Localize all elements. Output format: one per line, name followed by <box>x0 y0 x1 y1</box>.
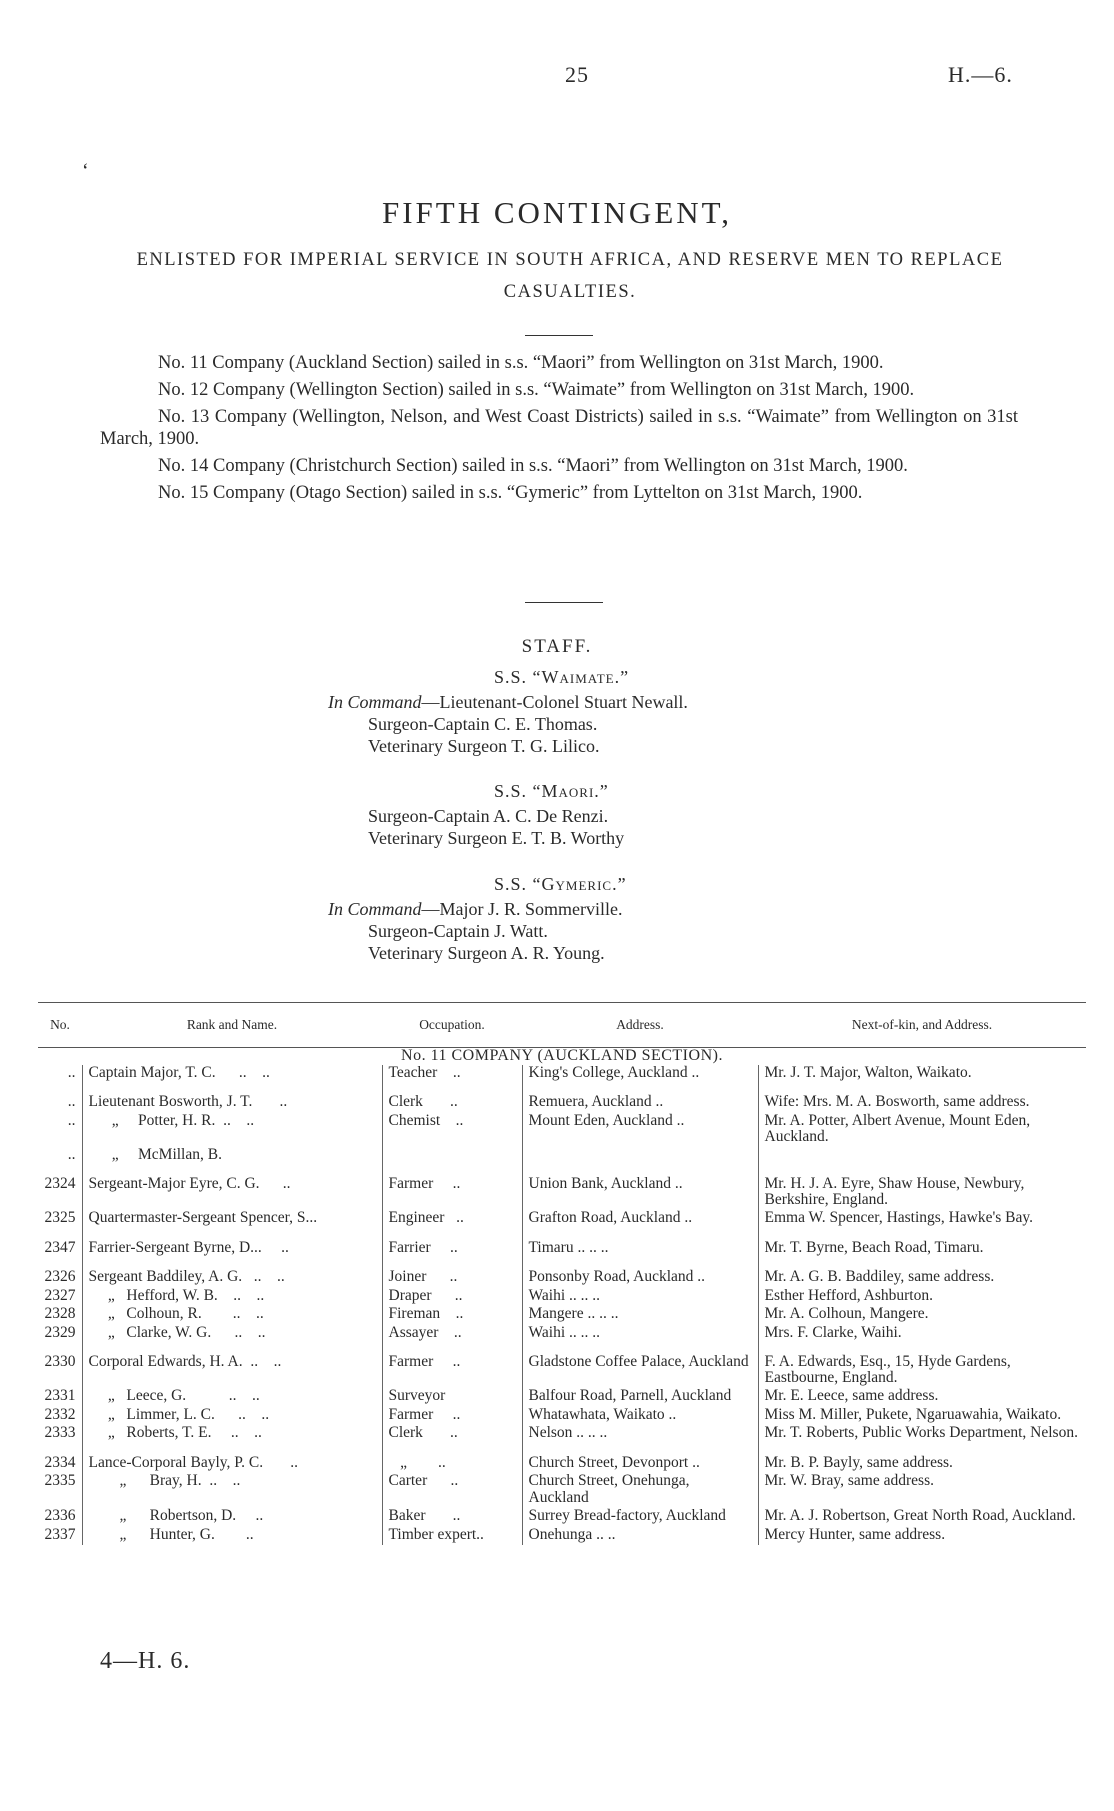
cell-occupation: Timber expert.. <box>382 1527 522 1546</box>
cell-address: Timaru .. .. .. <box>522 1229 758 1259</box>
cell-nextkin: Esther Hefford, Ashburton. <box>758 1288 1086 1307</box>
cell-no: 2347 <box>44 1238 76 1256</box>
cell-rank: Lieutenant Bosworth, J. T. .. <box>82 1083 382 1113</box>
gymeric-command <box>328 899 623 920</box>
cell-occupation: Chemist .. <box>382 1113 522 1147</box>
command-officer: —Lieutenant-Colonel Stuart Newall. <box>421 692 688 712</box>
ship-waimate-heading: S.S. “Waimate.” <box>494 667 630 687</box>
cell-address: Balfour Road, Parnell, Auckland <box>522 1388 758 1407</box>
cell-address: Church Street, Devonport .. <box>522 1444 758 1474</box>
table-row <box>38 1407 1086 1426</box>
sailing-entry: No. 11 Company (Auckland Section) sailed in s.s. “Maori” from Wellington on 31st March, 1900. <box>158 353 884 373</box>
gymeric-veterinary: Veterinary Surgeon A. R. Young. <box>368 943 605 963</box>
cell-no: 2326 <box>44 1268 76 1285</box>
cell-rank: „ Hunter, G. .. <box>82 1527 382 1546</box>
cell-address: Whatawhata, Waikato .. <box>522 1407 758 1426</box>
cell-rank: „ Clarke, W. G. .. .. <box>82 1325 382 1344</box>
table-row <box>38 1306 1086 1325</box>
cell-nextkin: Miss M. Miller, Pukete, Ngaruawahia, Waikato. <box>758 1407 1086 1426</box>
col-header-nextkin: Next-of-kin, and Address. <box>758 1003 1086 1048</box>
cell-nextkin: Wife: Mrs. M. A. Bosworth, same address. <box>758 1083 1086 1113</box>
section-heading-row <box>38 1048 1086 1065</box>
page-number: 25 <box>565 62 589 87</box>
command-label: In Command <box>328 692 422 712</box>
cell-occupation: Farmer .. <box>382 1165 522 1210</box>
cell-no: 2332 <box>44 1405 76 1423</box>
sailings-divider <box>525 602 603 603</box>
cell-no: 2328 <box>44 1305 76 1322</box>
table-row <box>38 1229 1086 1259</box>
cell-rank: „ Leece, G. .. .. <box>82 1388 382 1407</box>
table-row <box>38 1288 1086 1307</box>
cell-nextkin: Mr. T. Byrne, Beach Road, Timaru. <box>758 1229 1086 1259</box>
section-heading: No. 11 COMPANY (AUCKLAND SECTION). <box>401 1047 723 1064</box>
table-row <box>38 1343 1086 1388</box>
cell-nextkin: Mr. T. Roberts, Public Works Department, Nelson. <box>758 1425 1086 1444</box>
ship-maori-heading: S.S. “Maori.” <box>494 781 609 801</box>
cell-occupation: „ .. <box>382 1444 522 1474</box>
cell-rank: „ Robertson, D. .. <box>82 1508 382 1527</box>
cell-address: King's College, Auckland .. <box>522 1065 758 1084</box>
cell-rank: Corporal Edwards, H. A. .. .. <box>82 1343 382 1388</box>
cell-rank: „ McMillan, B. <box>82 1147 382 1166</box>
maori-surgeon: Surgeon-Captain A. C. De Renzi. <box>368 806 609 826</box>
cell-no: 2335 <box>44 1472 76 1489</box>
cell-nextkin: Mr. W. Bray, same address. <box>758 1473 1086 1508</box>
cell-nextkin: Mr. J. T. Major, Walton, Waikato. <box>758 1065 1086 1084</box>
cell-occupation: Surveyor <box>382 1388 522 1407</box>
cell-address: Grafton Road, Auckland .. <box>522 1210 758 1229</box>
col-header-occupation: Occupation. <box>382 1003 522 1048</box>
cell-occupation: Teacher .. <box>382 1065 522 1084</box>
col-header-no: No. <box>38 1003 82 1048</box>
cell-address <box>522 1147 758 1166</box>
cell-rank: „ Hefford, W. B. .. .. <box>82 1288 382 1307</box>
cell-address: Surrey Bread-factory, Auckland <box>522 1508 758 1527</box>
cell-occupation: Baker .. <box>382 1508 522 1527</box>
cell-nextkin: Mr. A. G. B. Baddiley, same address. <box>758 1258 1086 1288</box>
cell-no: 2337 <box>44 1525 76 1543</box>
table-row <box>38 1388 1086 1407</box>
table-row <box>38 1325 1086 1344</box>
cell-rank: Sergeant-Major Eyre, C. G. .. <box>82 1165 382 1210</box>
cell-no: .. <box>67 1145 76 1163</box>
cell-rank: „ Bray, H. .. .. <box>82 1473 382 1508</box>
page-subtitle: ENLISTED FOR IMPERIAL SERVICE IN SOUTH AFRICA, AND RESERVE MEN TO REPLACE CASUALTIES. <box>136 250 1004 302</box>
stray-mark: ‘ <box>82 160 89 182</box>
cell-occupation: Engineer .. <box>382 1210 522 1229</box>
cell-no: 2329 <box>44 1323 76 1341</box>
cell-address: Waihi .. .. .. <box>522 1288 758 1307</box>
cell-occupation: Farrier .. <box>382 1229 522 1259</box>
waimate-veterinary: Veterinary Surgeon T. G. Lilico. <box>368 736 600 756</box>
cell-nextkin: Mrs. F. Clarke, Waihi. <box>758 1325 1086 1344</box>
cell-no: 2327 <box>44 1286 76 1304</box>
cell-no: 2324 <box>44 1175 76 1192</box>
cell-address: Union Bank, Auckland .. <box>522 1165 758 1210</box>
table-row <box>38 1473 1086 1508</box>
cell-rank: „ Colhoun, R. .. .. <box>82 1306 382 1325</box>
cell-occupation: Fireman .. <box>382 1306 522 1325</box>
cell-nextkin: Emma W. Spencer, Hastings, Hawke's Bay. <box>758 1210 1086 1229</box>
cell-nextkin: F. A. Edwards, Esq., 15, Hyde Gardens, Eastbourne, England. <box>758 1343 1086 1388</box>
cell-no: 2334 <box>44 1453 76 1471</box>
sailings-list <box>100 352 1018 509</box>
cell-nextkin: Mr. A. Potter, Albert Avenue, Mount Eden, Auckland. <box>758 1113 1086 1147</box>
table-row <box>38 1113 1086 1147</box>
cell-occupation: Joiner .. <box>382 1258 522 1288</box>
cell-nextkin: Mr. A. J. Robertson, Great North Road, Auckland. <box>758 1508 1086 1527</box>
cell-address: Ponsonby Road, Auckland .. <box>522 1258 758 1288</box>
cell-occupation: Farmer .. <box>382 1407 522 1426</box>
cell-rank: Sergeant Baddiley, A. G. .. .. <box>82 1258 382 1288</box>
sailing-entry: No. 12 Company (Wellington Section) sailed in s.s. “Waimate” from Wellington on 31st March, 1900. <box>158 380 915 400</box>
table-row <box>38 1444 1086 1474</box>
maori-veterinary: Veterinary Surgeon E. T. B. Worthy <box>368 828 625 848</box>
waimate-command <box>328 692 688 713</box>
cell-nextkin <box>758 1147 1086 1166</box>
cell-occupation <box>382 1147 522 1166</box>
cell-nextkin: Mercy Hunter, same address. <box>758 1527 1086 1546</box>
cell-address: Mangere .. .. .. <box>522 1306 758 1325</box>
table-row <box>38 1147 1086 1166</box>
sailing-entry: No. 13 Company (Wellington, Nelson, and West Coast Districts) sailed in s.s. “Waimate” from Wellington on 31st March, 1900. <box>100 407 1018 449</box>
cell-nextkin: Mr. E. Leece, same address. <box>758 1388 1086 1407</box>
document-reference: H.—6. <box>948 62 1013 87</box>
cell-occupation: Clerk .. <box>382 1425 522 1444</box>
table-row <box>38 1083 1086 1113</box>
cell-rank: Quartermaster-Sergeant Spencer, S... <box>82 1210 382 1229</box>
personnel-table <box>38 1002 1086 1545</box>
cell-rank: Lance-Corporal Bayly, P. C. .. <box>82 1444 382 1474</box>
cell-no: 2336 <box>44 1507 76 1524</box>
cell-address: Nelson .. .. .. <box>522 1425 758 1444</box>
table-row <box>38 1508 1086 1527</box>
cell-rank: „ Roberts, T. E. .. .. <box>82 1425 382 1444</box>
cell-occupation: Clerk .. <box>382 1083 522 1113</box>
table-row <box>38 1065 1086 1084</box>
cell-occupation: Farmer .. <box>382 1343 522 1388</box>
cell-nextkin: Mr. A. Colhoun, Mangere. <box>758 1306 1086 1325</box>
cell-no: 2325 <box>44 1209 76 1226</box>
cell-address: Remuera, Auckland .. <box>522 1083 758 1113</box>
cell-rank: Captain Major, T. C. .. .. <box>82 1065 382 1084</box>
col-header-address: Address. <box>522 1003 758 1048</box>
page-title: FIFTH CONTINGENT, <box>381 195 733 230</box>
cell-rank: Farrier-Sergeant Byrne, D... .. <box>82 1229 382 1259</box>
cell-rank: „ Limmer, L. C. .. .. <box>82 1407 382 1426</box>
footer-reference: 4—H. 6. <box>100 1648 191 1674</box>
col-header-rank: Rank and Name. <box>82 1003 382 1048</box>
title-divider <box>525 335 593 336</box>
cell-occupation: Assayer .. <box>382 1325 522 1344</box>
gymeric-surgeon: Surgeon-Captain J. Watt. <box>368 921 548 941</box>
table-row <box>38 1425 1086 1444</box>
cell-no: .. <box>67 1111 76 1129</box>
table-header-row <box>38 1003 1086 1048</box>
cell-nextkin: Mr. H. J. A. Eyre, Shaw House, Newbury, Berkshire, England. <box>758 1165 1086 1210</box>
table-row <box>38 1527 1086 1546</box>
table-row <box>38 1165 1086 1210</box>
cell-no: .. <box>67 1063 76 1081</box>
cell-address: Waihi .. .. .. <box>522 1325 758 1344</box>
cell-address: Mount Eden, Auckland .. <box>522 1113 758 1147</box>
staff-heading: STAFF. <box>521 636 593 657</box>
sailing-entry: No. 14 Company (Christchurch Section) sailed in s.s. “Maori” from Wellington on 31st March, 1900. <box>158 456 908 476</box>
cell-no: 2331 <box>44 1387 76 1404</box>
cell-no: 2330 <box>44 1353 76 1370</box>
cell-occupation: Carter .. <box>382 1473 522 1508</box>
table-row <box>38 1210 1086 1229</box>
cell-address: Onehunga .. .. <box>522 1527 758 1546</box>
ship-gymeric-heading: S.S. “Gymeric.” <box>494 874 627 894</box>
sailing-entry: No. 15 Company (Otago Section) sailed in s.s. “Gymeric” from Lyttelton on 31st March, 1900. <box>158 483 863 503</box>
cell-no: 2333 <box>44 1424 76 1441</box>
cell-rank: „ Potter, H. R. .. .. <box>82 1113 382 1147</box>
command-label: In Command <box>328 899 422 919</box>
command-officer: —Major J. R. Sommerville. <box>421 899 623 919</box>
cell-no: .. <box>67 1093 76 1110</box>
cell-address: Church Street, Onehunga, Auckland <box>522 1473 758 1508</box>
cell-occupation: Draper .. <box>382 1288 522 1307</box>
cell-nextkin: Mr. B. P. Bayly, same address. <box>758 1444 1086 1474</box>
waimate-surgeon: Surgeon-Captain C. E. Thomas. <box>368 714 598 734</box>
table-row <box>38 1258 1086 1288</box>
cell-address: Gladstone Coffee Palace, Auckland <box>522 1343 758 1388</box>
